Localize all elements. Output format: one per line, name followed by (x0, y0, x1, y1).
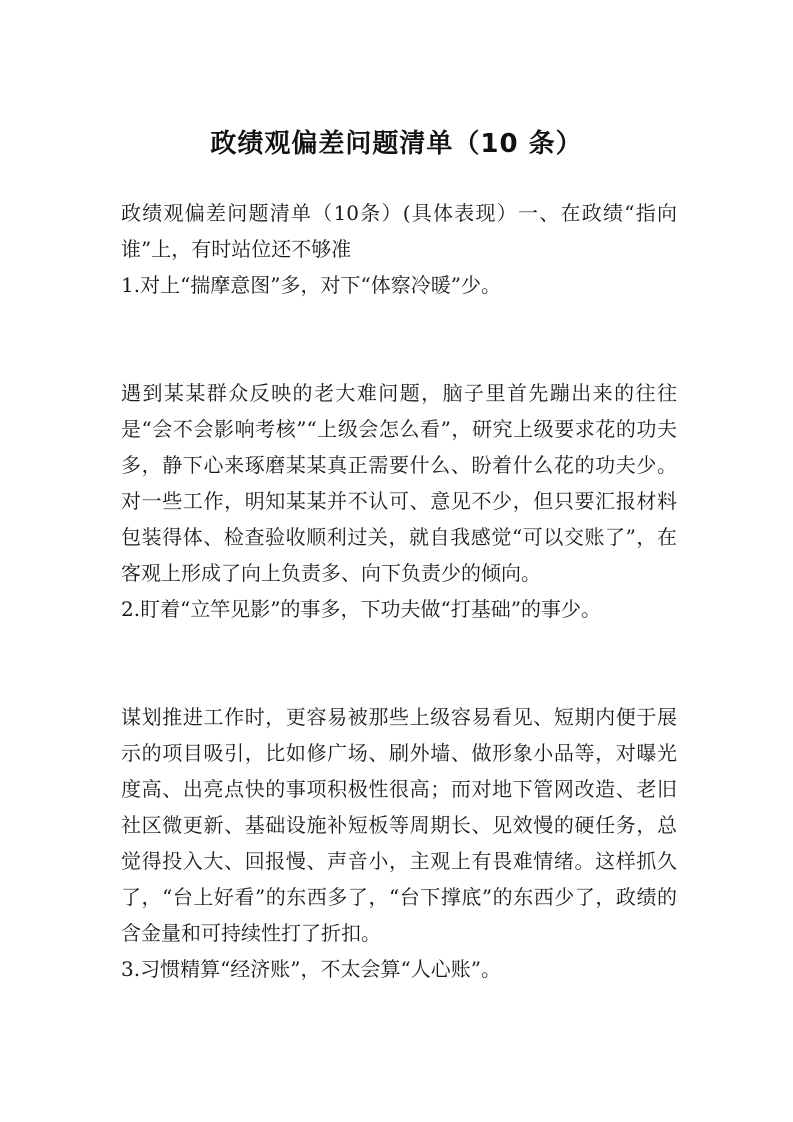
intro-paragraph: 政绩观偏差问题清单（10条）(具体表现）一、在政绩“指向谁”上，有时站位还不够准 (121, 201, 677, 261)
document-body (121, 195, 677, 987)
item-2-body: 谋划推进工作时，更容易被那些上级容易看见、短期内便于展示的项目吸引，比如修广场、刷外墙、做形象小品等，对曝光度高、出亮点快的事项积极性很高；而对地下管网改造、老旧社区微更新、基础设施补短板等周期长、见效慢的硬任务，总觉得投入大、回报慢、声音小，主观上有畏难情绪。这样抓久了，“台上好看”的东西多了，“台下撑底”的东西少了，政绩的含金量和可持续性打了折扣。 (121, 705, 677, 945)
item-1-heading: 1.对上“揣摩意图”多，对下“体察冷暖”少。 (121, 273, 501, 297)
document-title: 政绩观偏差问题清单（10 条） (210, 129, 583, 159)
paragraph-gap (121, 303, 677, 375)
item-1-body: 遇到某某群众反映的老大难问题，脑子里首先蹦出来的往往是“会不会影响考核”“上级会怎么看”，研究上级要求花的功夫多，静下心来琢磨某某真正需要什么、盼着什么花的功夫少。对一些工作，明知某某并不认可、意见不少，但只要汇报材料包装得体、检查验收顺利过关，就自我感觉“可以交账了”，在客观上形成了向上负责多、向下负责少的倾向。 (121, 381, 677, 585)
item-3-heading: 3.习惯精算“经济账”，不太会算“人心账”。 (121, 957, 501, 981)
item-2-heading: 2.盯着“立竿见影”的事多，下功夫做“打基础”的事少。 (121, 597, 601, 621)
paragraph-gap (121, 627, 677, 699)
